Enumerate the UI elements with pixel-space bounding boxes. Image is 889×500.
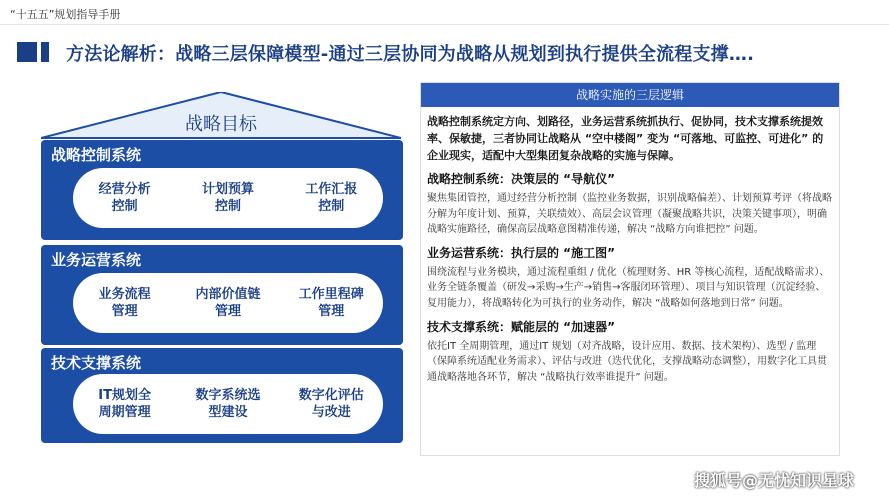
logic-panel [420,82,840,456]
layer-item: 内部价值链 管理 [195,287,261,319]
layer-item: 业务流程 管理 [98,287,151,319]
layer-items [73,273,383,333]
section-text: 依托IT 全周期管理，通过IT 规划（对齐战略，设计应用、数据、技术架构）、选型 / 监理（保障系统适配业务需求）、评估与改进（迭代优化，支撑战略动态调整），用数字化工具贯通战略落地各环节，解决 “战略执行效率谁提升” 问题。 [427,340,827,383]
layer-item: IT规划全 周期管理 [98,388,152,420]
layer-item: 数字系统选 型建设 [195,388,261,420]
section-text: 聚焦集团管控，通过经营分析控制（监控业务数据，识别战略偏差）、计划预算考评（将战略分解为年度计划、预算，关联绩效）、高层会议管理（凝聚战略共识，决策关键事项），明确战略实施路径，确保高层战略意图精准传递，解决 “战略方向谁把控” 问题。 [427,193,832,236]
layer-item: 经营分析 控制 [98,182,151,214]
layer-title: 业务运营系统 [51,251,142,269]
page-title: 方法论解析：战略三层保障模型-通过三层协同为战略从规划到执行提供全流程支撑…. [66,44,755,65]
strategy-goal-label: 战略目标 [185,114,257,135]
panel-body [427,113,833,385]
section-title: 技术支撑系统：赋能层的 “加速器” [427,319,615,334]
watermark: 搜狐号@无忧知识星球 [694,471,855,490]
layer-item: 工作里程碑 管理 [298,287,364,319]
layer-title: 技术支撑系统 [51,354,142,372]
layer-item: 计划预算 控制 [201,182,254,214]
header-divider [0,24,889,25]
layer-item: 工作汇报 控制 [305,182,358,214]
section-text: 围绕流程与业务模块，通过流程重组 / 优化（梳理财务、HR 等核心流程，适配战略需求）、业务全链条覆盖（研发→采购→生产→销售→客服闭环管理）、项目与知识管理（沉淀经验、复用能力），将战略转化为可执行的业务动作，解决 “战略如何落地到日常” 问题。 [427,266,830,309]
layer-items [73,374,383,434]
layer-business-operation [41,245,403,345]
panel-intro: 战略控制系统定方向、划路径，业务运营系统抓执行、促协同，技术支撑系统提效率、保敏捷，三者协同让战略从 “空中楼阁” 变为 “可落地、可监控、可进化” 的企业现实，适配中大型集团复杂战略的实施与保障。 [427,115,824,162]
panel-heading: 战略实施的三层逻辑 [421,83,839,107]
layer-items [73,168,383,228]
title-accent-blocks [17,42,53,62]
layer-strategic-control [41,140,403,240]
layer-tech-support [41,348,403,443]
handbook-tag: “十五五”规划指导手册 [10,8,121,21]
section-title: 业务运营系统：执行层的 “施工图” [427,245,615,260]
layer-title: 战略控制系统 [51,146,142,164]
section-title: 战略控制系统：决策层的 “导航仪” [427,172,615,186]
layer-item: 数字化评估 与改进 [298,388,364,420]
